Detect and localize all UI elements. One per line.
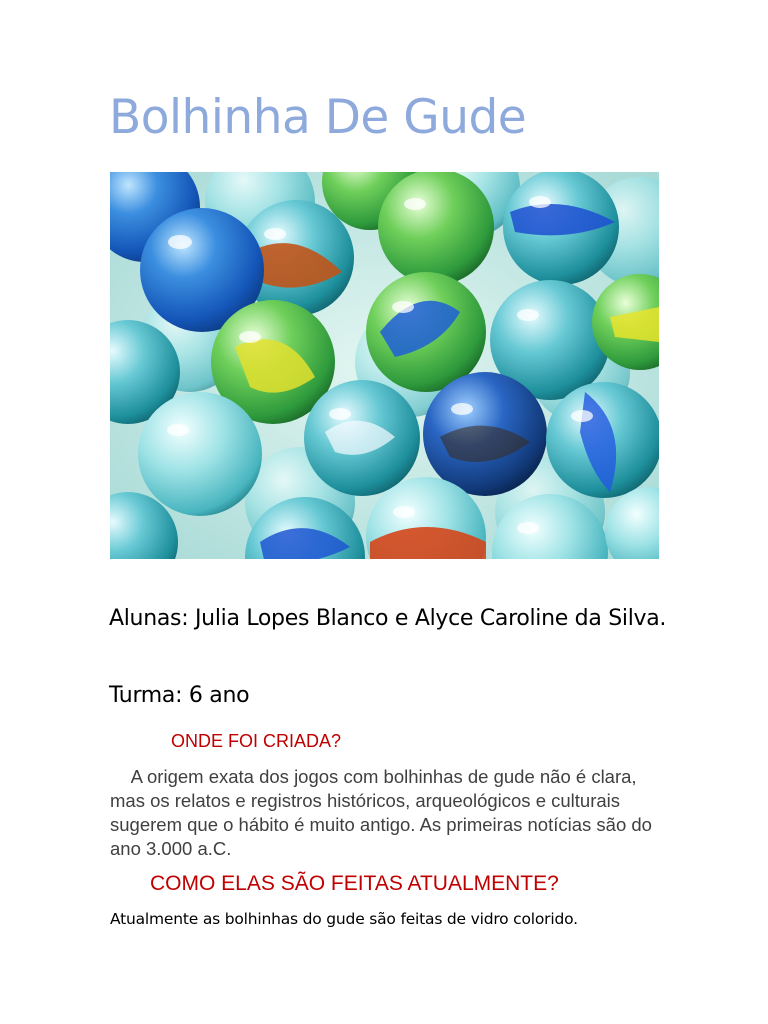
marbles-illustration: [110, 172, 659, 559]
document-title: Bolhinha De Gude: [109, 90, 527, 145]
students-line: Alunas: Julia Lopes Blanco e Alyce Caroline da Silva.: [109, 606, 667, 631]
class-line: Turma: 6 ano: [109, 683, 250, 708]
marbles-photo: [110, 172, 659, 559]
origin-text: A origem exata dos jogos com bolhinhas de gude não é clara, mas os relatos e registros históricos, arqueológicos e culturais sugerem que o hábito é muito antigo. As primeiras notícias são do ano 3.000 a.C.: [110, 766, 652, 859]
section-paragraph-origin: [110, 765, 658, 861]
section-paragraph-manufacture: Atualmente as bolhinhas do gude são feitas de vidro colorido.: [110, 910, 578, 928]
section-heading-origin: ONDE FOI CRIADA?: [171, 731, 342, 751]
section-heading-manufacture: COMO ELAS SÃO FEITAS ATUALMENTE?: [150, 872, 559, 895]
